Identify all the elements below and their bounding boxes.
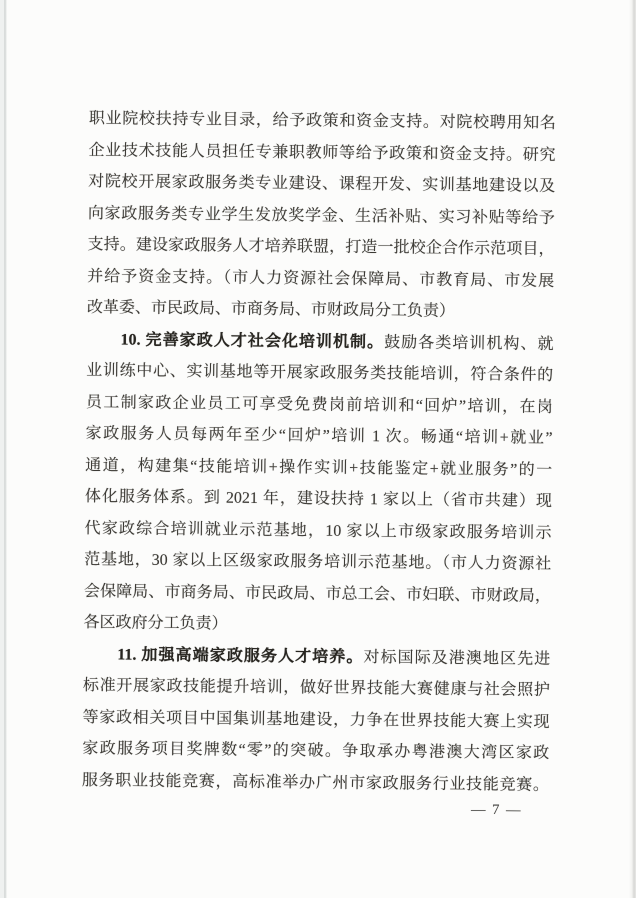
page-number: — 7 — xyxy=(470,801,523,819)
text-line: 等家政相关项目中国集训基地建设，力争在世界技能大赛上实现 xyxy=(82,708,550,731)
text-line: 各区政府分工负责） xyxy=(83,614,228,633)
document-text xyxy=(82,103,556,801)
paragraph-heading: 10. 完善家政人才社会化培训机制。 xyxy=(120,330,385,351)
text-line: 体化服务体系。到 2021 年，建设扶持 1 家以上（省市共建）现 xyxy=(84,488,552,510)
text-line: 向家政服务类专业学生发放奖学金、生活补贴、实习补贴等给予 xyxy=(87,204,555,227)
text-line: 支持。建设家政服务人才培养联盟，打造一批校企合作示范项目， xyxy=(87,236,555,258)
text-line: 家政服务人员每两年至少“回炉”培训 1 次。畅通“培训+就业” xyxy=(85,425,553,447)
text-line: 代家政综合培训就业示范基地，10 家以上市级家政服务培训示 xyxy=(84,519,552,542)
text-line: 对院校开展家政服务类专业建设、课程开发、实训基地建设以及 xyxy=(88,173,556,195)
text-line: 范基地，30 家以上区级家政服务培训示范基地。（市人力资源社 xyxy=(84,551,552,573)
text-line: 并给予资金支持。（市人力资源社会保障局、市教育局、市发展 xyxy=(87,267,555,290)
paragraph-heading: 11. 加强高端家政服务人才培养。 xyxy=(117,645,364,666)
text-line: 改革委、市民政局、市商务局、市财政局分工负责） xyxy=(86,299,455,320)
text-line: 业训练中心、实训基地等开展家政服务类技能培训，符合条件的 xyxy=(86,362,554,384)
text-line: 标准开展家政技能提升培训，做好世界技能大赛健康与社会照护 xyxy=(82,677,550,699)
document-body xyxy=(82,103,556,801)
text-line: 服务职业技能竞赛，高标准举办广州市家政服务行业技能竞赛。 xyxy=(81,771,549,794)
text-line: 员工制家政企业员工可享受免费岗前培训和“回炉”培训，在岗 xyxy=(85,393,553,416)
text-line: 11. 加强高端家政服务人才培养。对标国际及港澳地区先进 xyxy=(117,645,551,668)
text-line: 家政服务项目奖牌数“零”的突破。争取承办粤港澳大湾区家政 xyxy=(82,740,550,762)
text-line: 会保障局、市商务局、市民政局、市总工会、市妇联、市财政局， xyxy=(83,582,551,605)
text-line: 10. 完善家政人才社会化培训机制。鼓励各类培训机构、就 xyxy=(120,330,554,353)
text-line: 职业院校扶持专业目录，给予政策和资金支持。对院校聘用知名 xyxy=(88,110,556,132)
text-line: 通道，构建集“技能培训+操作实训+技能鉴定+就业服务”的一 xyxy=(85,456,553,479)
text-line: 企业技术技能人员担任专兼职教师等给予政策和资金支持。研究 xyxy=(88,141,556,164)
